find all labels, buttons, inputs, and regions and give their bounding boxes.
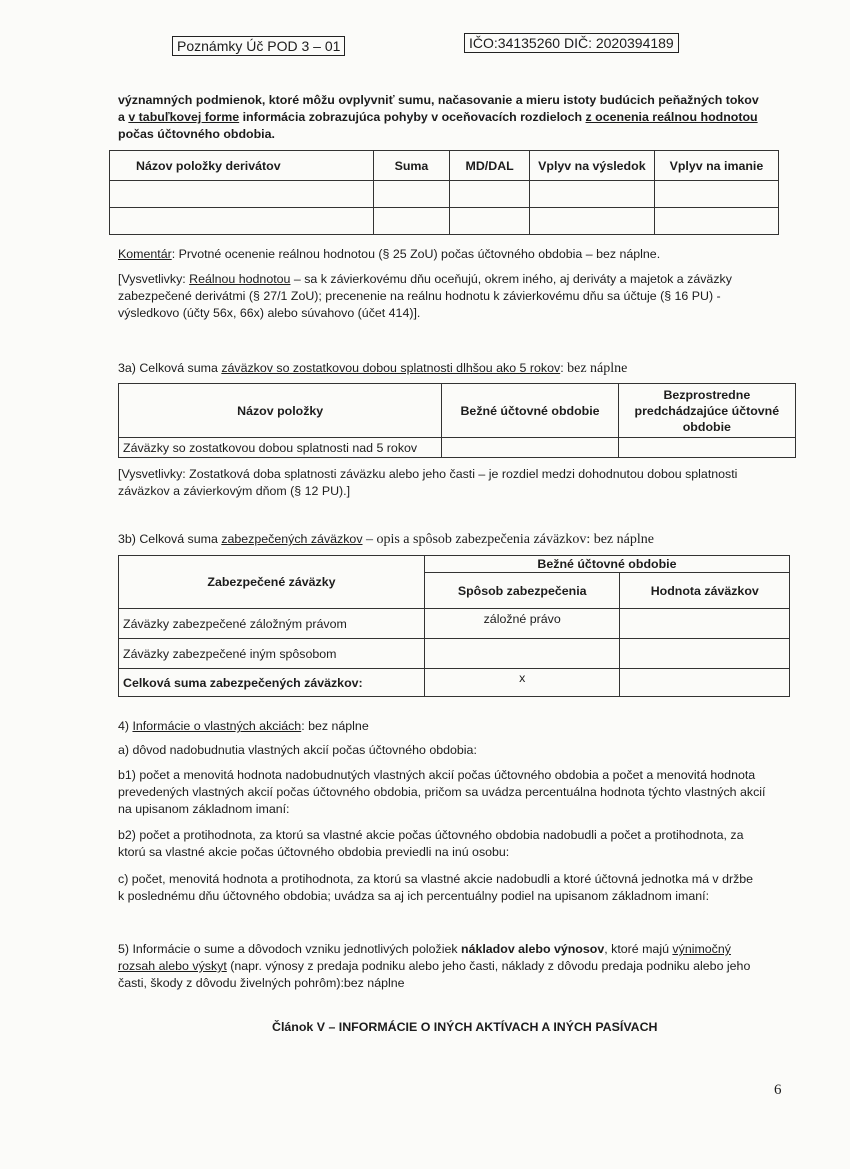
comment-label: Komentár [118,247,172,261]
derivatives-table [109,150,779,235]
secured-header-method: Spôsob zabezpečenia [424,573,620,609]
table-row [110,181,779,208]
derivatives-header-result: Vplyv na výsledok [529,151,654,181]
section-4a: a) dôvod nadobudnutia vlastných akcií počas účtovného obdobia: [118,743,477,757]
document-code-box [172,36,345,56]
intro-line-2: a v tabuľkovej forme informácia zobrazujúca pohyby v oceňovacích rozdieloch z ocenenia reálnou hodnotou [118,110,758,124]
secured-header-main: Zabezpečené záväzky [119,556,425,609]
section-4b1: b1) počet a menovitá hodnota nadobudnutých vlastných akcií počas účtovného obdobia a počet a menovitá hodnota prevedených vlastných akcií počas účtovného obdobia, pričom sa uvádza percentuálna hodnota týchto vlastných akcií na upisanom základnom imaní: [118,768,766,816]
derivatives-header-equity: Vplyv na imanie [654,151,778,181]
long-term-liabilities-table [118,383,796,458]
table-row [119,639,790,669]
table-row [110,208,779,235]
section-3b-note: bez náplne [593,532,654,547]
explanation-maturity: [Vysvetlivky: Zostatková doba splatnosti záväzku alebo jeho časti – je rozdiel medzi dohodnutou dobou splatnosti záväzkov a závierkovým dňom (§ 12 PU).] [118,467,738,498]
section-3a-note: bez náplne [567,361,628,376]
secured-header-value: Hodnota záväzkov [620,573,790,609]
document-code: Poznámky Úč POD 3 – 01 [177,38,341,54]
company-id: IČO:34135260 DIČ: 2020394189 [469,35,674,51]
lt-header-current: Bežné účtovné obdobie [442,384,618,438]
section-4-heading: 4) Informácie o vlastných akciách: bez náplne [118,719,369,733]
secured-row-label: Záväzky zabezpečené iným spôsobom [119,639,425,669]
intro-line-3: počas účtovného obdobia. [118,127,275,141]
comment-line [118,246,660,263]
explanation-real-value: [Vysvetlivky: Reálnou hodnotou – sa k závierkovému dňu oceňujú, okrem iného, aj deriváty a majetok a záväzky zabezpečené derivátmi (§ 27/1 ZoU); precenenie na reálnu hodnotu k závierkovému dňu sa účtuje (§ 16 PU) - výsledkovo (účty 56x, 66x) alebo súvahovo (účet 414)]. [118,272,732,320]
secured-liabilities-table [118,555,790,697]
intro-paragraph [118,92,808,143]
derivatives-header-mddal: MD/DAL [450,151,530,181]
secured-total-method: x [424,669,620,697]
section-4c: c) počet, menovitá hodnota a protihodnota, za ktorú sa vlastné akcie nadobudli a ktoré účtovná jednotka má v držbe k poslednému dňu účtovného obdobia; uvádza sa aj ich percentuálny podiel na upisanom základnom imaní: [118,872,754,903]
page-number: 6 [774,1082,782,1098]
secured-row-method [424,639,620,669]
secured-total-label: Celková suma zabezpečených záväzkov: [119,669,425,697]
lt-header-name: Názov položky [119,384,442,438]
company-id-box [464,33,679,53]
comment-text: : Prvotné ocenenie reálnou hodnotou (§ 25 ZoU) počas účtovného obdobia – bez náplne. [171,247,661,261]
secured-header-group: Bežné účtovné obdobie [424,556,789,573]
table-row [119,609,790,639]
intro-line-1: významných podmienok, ktoré môžu ovplyvniť sumu, načasovanie a mieru istoty budúcich peňažných tokov [118,93,759,107]
secured-row-method: záložné právo [424,609,620,639]
section-3b-heading: 3b) Celková suma zabezpečených záväzkov – opis a spôsob zabezpečenia záväzkov: bez náplne [118,532,654,547]
secured-row-label: Záväzky zabezpečené záložným právom [119,609,425,639]
article-title: Článok V – INFORMÁCIE O INÝCH AKTÍVACH A INÝCH PASÍVACH [272,1020,658,1034]
section-3a-heading: 3a) Celková suma záväzkov so zostatkovou dobou splatnosti dlhšou ako 5 rokov: bez náplne [118,361,628,376]
derivatives-header-sum: Suma [373,151,450,181]
lt-header-previous: Bezprostredne predchádzajúce účtovné obdobie [618,384,795,438]
table-row [119,438,796,458]
derivatives-header-name: Názov položky derivátov [110,151,374,181]
section-5: 5) Informácie o sume a dôvodoch vzniku jednotlivých položiek nákladov alebo výnosov, ktoré majú výnimočný rozsah alebo výskyt (napr. výnosy z predaja podniku alebo jeho časti, náklady z dôvodu predaja podniku alebo jeho časti, škody z dôvodu živelných pohrôm):bez náplne [118,942,751,990]
section-4b2: b2) počet a protihodnota, za ktorú sa vlastné akcie počas účtovného obdobia nadobudli a počet a protihodnota, za ktorú sa vlastné akcie počas účtovného obdobia previedli na inú osobu: [118,828,744,859]
table-row [119,669,790,697]
lt-row-label: Záväzky so zostatkovou dobou splatnosti nad 5 rokov [119,438,442,458]
